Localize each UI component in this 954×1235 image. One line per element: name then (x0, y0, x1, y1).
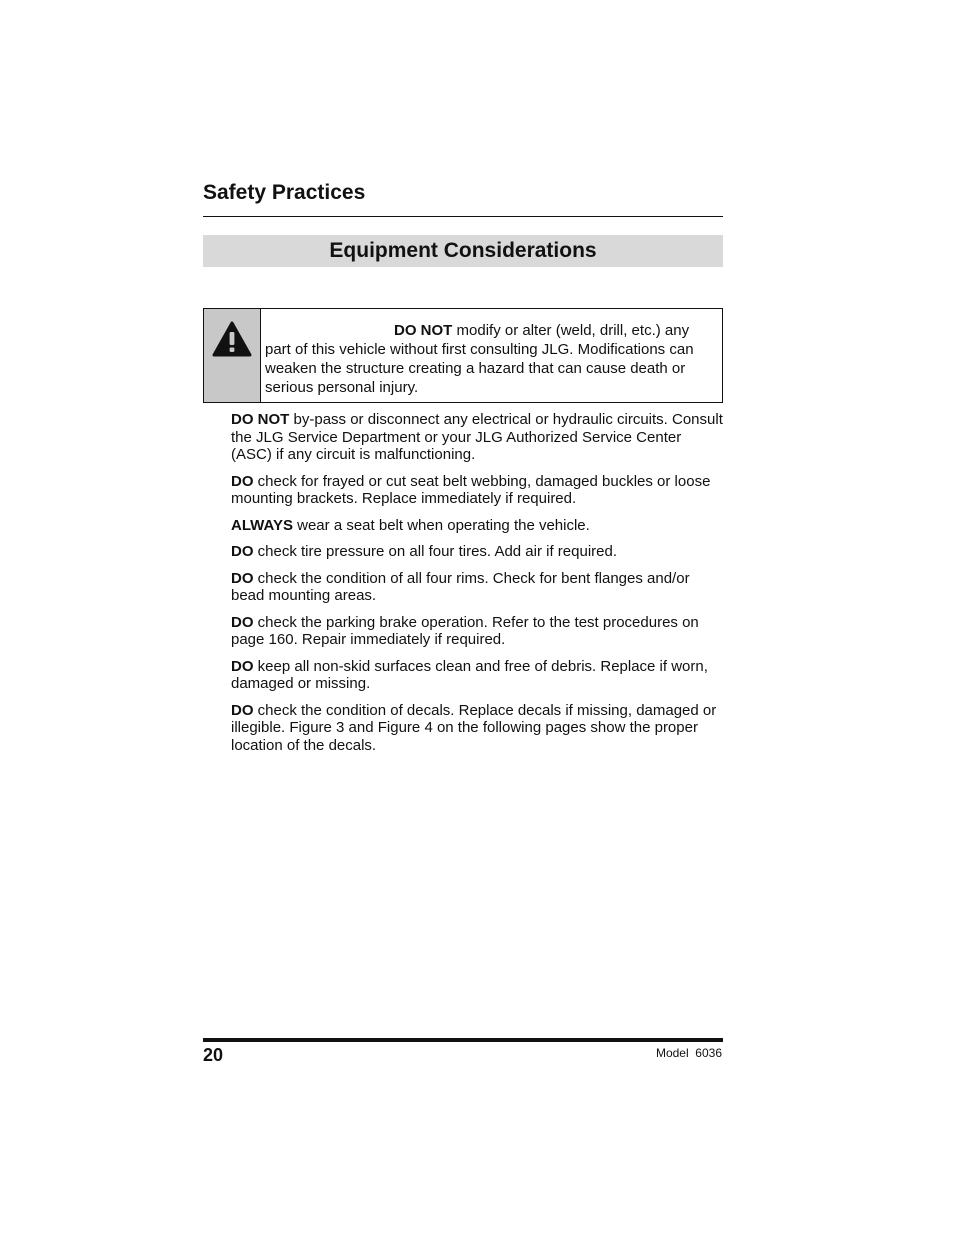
item-lead: DO (231, 472, 254, 490)
section-divider (203, 216, 723, 217)
item-lead: DO (231, 657, 254, 675)
page-number: 20 (203, 1045, 224, 1065)
item-text: check the condition of decals. Replace decals if missing, damaged or illegible. Figure 3 and Figure 4 on the following pages show the proper location of the decals. (231, 701, 717, 754)
item-lead: DO (231, 543, 254, 560)
warning-icon-column (204, 309, 261, 402)
model-label: Model 6036 (655, 1046, 722, 1060)
list-item (231, 658, 723, 693)
safety-list (231, 411, 723, 763)
list-item (231, 543, 723, 561)
footer-divider (203, 1038, 723, 1042)
warning-message (261, 309, 722, 402)
warning-lead: DO NOT (394, 322, 453, 339)
list-item (231, 517, 723, 535)
item-lead: ALWAYS (231, 516, 293, 534)
item-text: check for frayed or cut seat belt webbing, damaged buckles or loose mounting brackets. Replace immediately if required. (231, 472, 711, 507)
item-text: check tire pressure on all four tires. Add air if required. (253, 543, 618, 560)
item-lead: DO (231, 569, 254, 587)
warning-body: modify or alter (weld, drill, etc.) any part of this vehicle without first consulting JLG. Modifications can weaken the structure creating a hazard that can cause death or serious personal injury. (265, 322, 694, 396)
subhead-title: Equipment Considerations (329, 239, 597, 262)
warning-triangle-icon (211, 320, 253, 358)
item-lead: DO NOT (231, 411, 290, 428)
list-item (231, 614, 723, 649)
list-item (231, 702, 723, 755)
item-text: check the condition of all four rims. Check for bent flanges and/or bead mounting areas. (231, 569, 690, 604)
list-item (231, 473, 723, 508)
warning-box (203, 308, 723, 403)
list-item (231, 570, 723, 605)
item-lead: DO (231, 701, 254, 719)
subhead-bar (203, 235, 723, 267)
item-lead: DO (231, 613, 254, 631)
item-text: keep all non-skid surfaces clean and free of debris. Replace if worn, damaged or missing. (231, 657, 708, 692)
item-text: wear a seat belt when operating the vehicle. (292, 516, 590, 534)
section-title: Safety Practices (203, 181, 366, 204)
item-text: check the parking brake operation. Refer to the test procedures on page 160. Repair immediately if required. (231, 613, 699, 648)
item-text: by-pass or disconnect any electrical or hydraulic circuits. Consult the JLG Service Department or your JLG Authorized Service Center (ASC) if any circuit is malfunctioning. (231, 411, 723, 463)
list-item (231, 411, 723, 464)
